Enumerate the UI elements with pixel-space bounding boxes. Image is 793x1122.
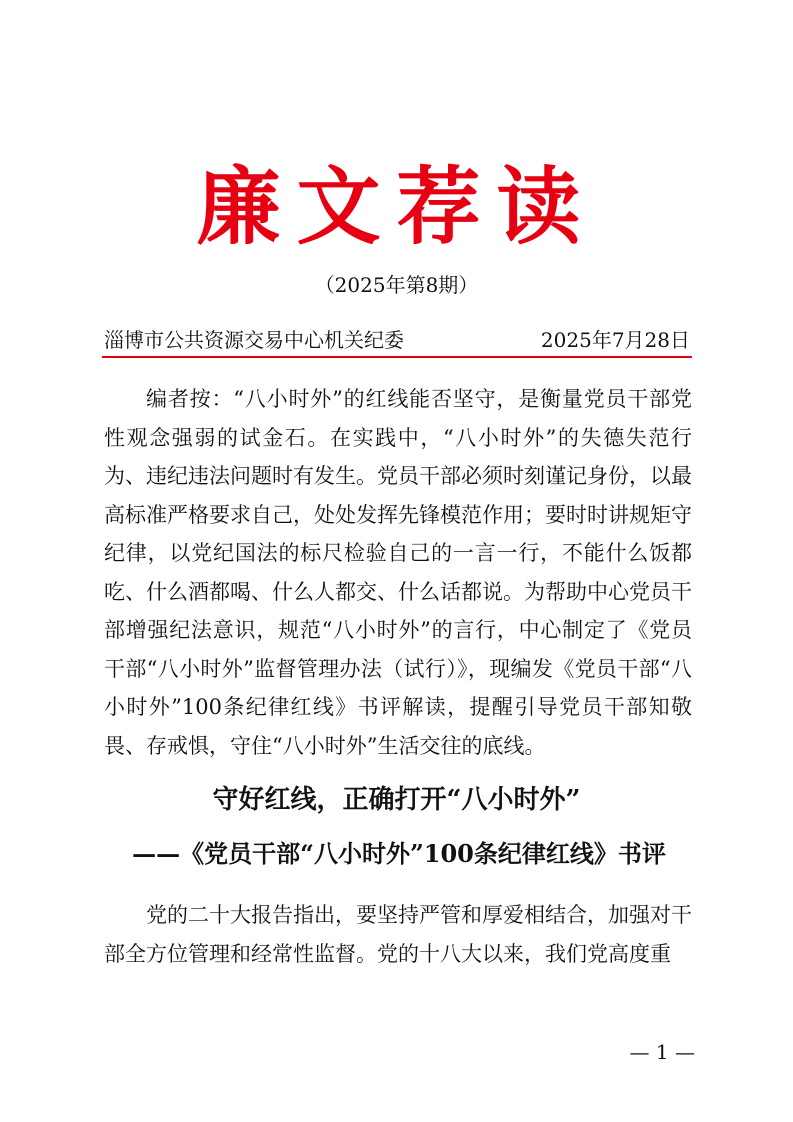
article-subtitle: ——《党员干部“八小时外”100条纪律红线》书评 — [132, 839, 666, 868]
page-number: — 1 — — [629, 1040, 695, 1064]
issue-number: （2025年第8期） — [314, 273, 479, 297]
article-body: 党的二十大报告指出，要坚持严管和厚爱相结合，加强对干部全方位管理和经常性监督。党的十八大以来，我们党高度重 — [104, 903, 692, 966]
masthead-title: 廉文荐读 — [196, 157, 597, 256]
issuing-organization: 淄博市公共资源交易中心机关纪委 — [104, 328, 404, 352]
publication-meta — [104, 326, 690, 358]
editor-note: 编者按：“八小时外”的红线能否坚守，是衡量党员干部党性观念强弱的试金石。在实践中，“八小时外”的失德失范行为、违纪违法问题时有发生。党员干部必须时刻谨记身份，以最高标准严格要求自己，处处发挥先锋模范作用；要时时讲规矩守纪律，以党纪国法的标尺检验自己的一言一行，不能什么饭都吃、什么酒都喝、什么人都交、什么话都说。为帮助中心党员干部增强纪法意识，规范“八小时外”的言行，中心制定了《党员干部“八小时外”监督管理办法（试行）》，现编发《党员干部“八小时外”100条纪律红线》书评解读，提醒引导党员干部知敬畏、存戒惧，守住“八小时外”生活交往的底线。 — [104, 387, 692, 758]
article-title: 守好红线，正确打开“八小时外” — [212, 785, 581, 815]
red-divider-rule — [102, 356, 692, 358]
publication-date: 2025年7月28日 — [540, 328, 690, 352]
